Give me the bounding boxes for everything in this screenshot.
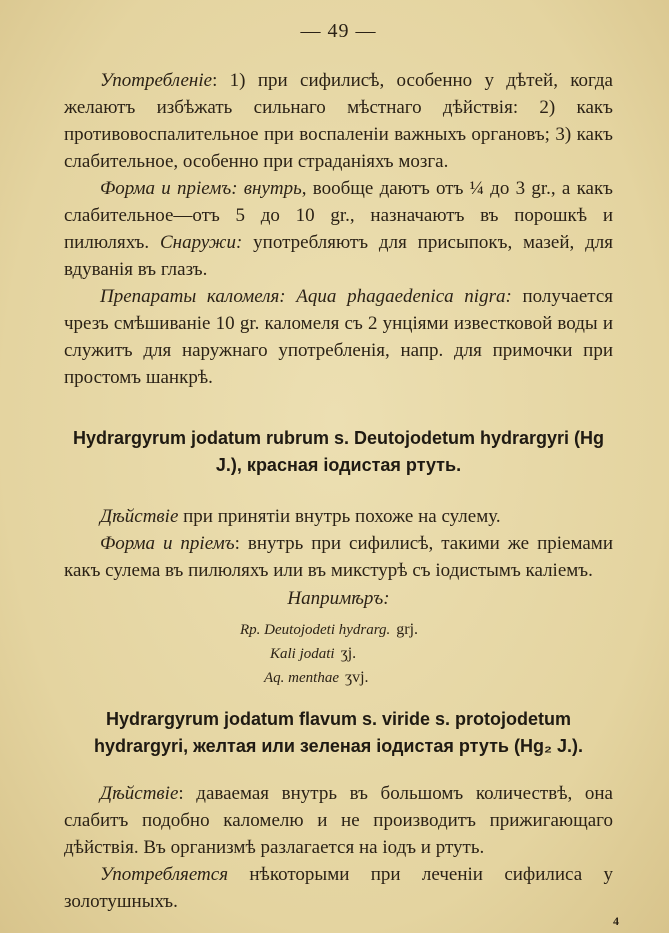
paragraph-form-dose-2 — [64, 530, 613, 584]
recipe-dose: ʒj. — [340, 645, 357, 662]
recipe-ingredient: Aq. menthae — [264, 670, 339, 686]
term-externally: Снаружи: — [160, 232, 243, 253]
term-form-dose: Форма и пріемъ: внутрь — [100, 178, 302, 199]
section-heading-yellow-iodide: Hydrargyrum jodatum flavum s. viride s. protojodetum hydrargyri, желтая или зеленая іодистая ртуть (Hg₂ J.). — [94, 709, 583, 756]
paragraph-used — [64, 861, 613, 915]
paragraph-preparations — [64, 283, 613, 391]
recipe-block — [240, 618, 613, 690]
form-dose-text: , вообще даютъ отъ ¼ до 3 gr., а какъ слабительное—отъ 5 до 10 gr., назначаютъ въ порошкѣ и пилюляхъ. — [64, 178, 613, 253]
paragraph-action — [64, 503, 613, 530]
action-2-text: : даваемая внутрь въ большомъ количествѣ, она слабитъ подобно каломелю и не производитъ прижигающаго дѣйствія. Въ организмѣ разлагается на іодъ и ртуть. — [64, 783, 613, 858]
signature-mark: 4 — [613, 914, 619, 928]
form-dose-2-text: : внутрь при сифилисѣ, такими же пріемами какъ сулема въ пилюляхъ или въ микстурѣ съ іодистымъ каліемъ. — [64, 533, 614, 581]
recipe-ingredient: Rp. Deutojodeti hydrarg. — [240, 622, 391, 638]
section-heading-red-iodide: Hydrargyrum jodatum rubrum s. Deutojodetum hydrargyri (Hg J.), красная іодистая ртуть. — [72, 428, 605, 475]
paragraph-form-dose — [64, 175, 613, 283]
term-action: Дѣйствіе — [100, 506, 179, 527]
preparations-text: получается чрезъ смѣшиваніе 10 gr. каломеля съ 2 унціями известковой воды и служитъ для наружнаго употребленія, напр. для примочки при простомъ шанкрѣ. — [64, 286, 614, 388]
recipe-dose: ʒvj. — [344, 669, 369, 686]
term-usage: Употребленіе — [100, 70, 213, 91]
term-form-dose-2: Форма и пріемъ — [100, 533, 235, 554]
paragraph-usage — [64, 67, 613, 175]
paragraph-action-2 — [64, 780, 613, 861]
recipe-ingredient: Kali jodati — [270, 646, 335, 662]
example-label: Напримѣръ: — [287, 588, 390, 609]
usage-text: : 1) при сифилисѣ, особенно у дѣтей, когда желаютъ избѣжать сильнаго мѣстнаго дѣйствія: 2) какъ противовоспалительное при воспаленіи важныхъ органовъ; 3) какъ слабительное, особенно при страданіяхъ мозга. — [64, 70, 613, 172]
term-action-2: Дѣйствіе — [100, 783, 179, 804]
recipe-dose: grj. — [396, 621, 419, 638]
externally-text: употребляютъ для присыпокъ, мазей, для вдуванія въ глазъ. — [64, 232, 614, 280]
action-text: при принятіи внутрь похоже на сулему. — [178, 506, 501, 527]
term-preparations: Препараты каломеля: Aqua phagaedenica nigra: — [100, 286, 512, 307]
recipe-line — [240, 618, 613, 642]
term-used: Употребляется — [100, 864, 229, 885]
page-number: — 49 — — [300, 20, 377, 42]
used-text: нѣкоторыми при леченіи сифилиса у золотушныхъ. — [64, 864, 613, 912]
recipe-line — [240, 642, 613, 666]
recipe-line — [240, 666, 613, 690]
